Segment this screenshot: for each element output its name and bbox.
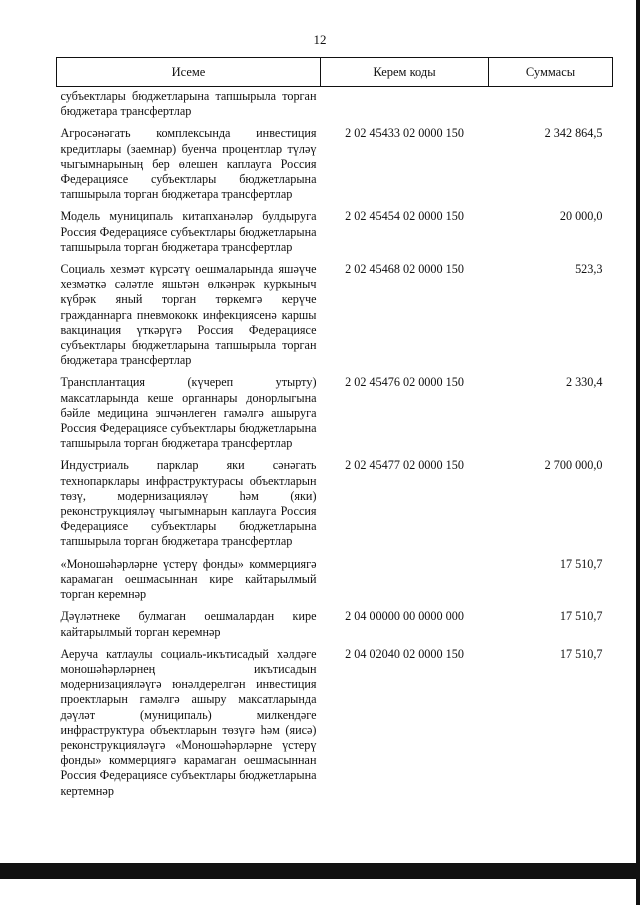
table-row	[57, 555, 613, 608]
budget-table	[56, 57, 613, 804]
row-code: 2 04 00000 00 0000 000	[345, 609, 464, 624]
table-row	[57, 373, 613, 456]
row-sum: 523,3	[575, 262, 603, 277]
row-code: 2 02 45476 02 0000 150	[345, 375, 464, 390]
row-name: Агросәнәгать комплексында инвестиция кредитлары (заемнар) буенча процентлар түләү чыгымнарының бер өлешен каплауга Россия Федерациясе субъектлары бюджетларына тапшырыла торган бюджетара трансфертлар	[60, 126, 317, 202]
row-name: Дәүләтнеке булмаган оешмалардан кире кайтарылмый торган керемнәр	[60, 609, 317, 639]
row-sum: 2 342 864,5	[544, 126, 603, 141]
row-code: 2 02 45477 02 0000 150	[345, 458, 464, 473]
row-name: Индустриаль парклар яки сәнәгать технопарклары инфраструктурасы объектларын төзү, модернизацияләү һәм (яки) реконструкцияләү чыгымнарын каплауга Россия Федерациясе субъектлары бюджетларына тапшырыла торган бюджетара трансфертлар	[60, 458, 317, 549]
row-name: субъектлары бюджетларына тапшырыла торган бюджетара трансфертлар	[60, 89, 317, 119]
scan-edge-bottom	[0, 863, 640, 879]
page-number: 12	[313, 32, 327, 47]
table-row	[57, 124, 613, 207]
row-name: Модель муниципаль китапханәләр булдыруга Россия Федерациясе субъектлары бюджетларына тапшырыла торган бюджетара трансфертлар	[60, 209, 317, 254]
row-sum	[489, 87, 613, 125]
table-row	[57, 645, 613, 804]
table-row	[57, 607, 613, 644]
row-code	[321, 555, 489, 608]
row-code: 2 02 45468 02 0000 150	[345, 262, 464, 277]
row-sum: 20 000,0	[559, 209, 603, 224]
row-sum: 17 510,7	[559, 609, 603, 624]
row-sum: 17 510,7	[559, 556, 603, 571]
row-code: 2 02 45433 02 0000 150	[345, 126, 464, 141]
row-code: 2 04 02040 02 0000 150	[345, 646, 464, 661]
header-code: Керем коды	[321, 58, 489, 87]
table-row	[57, 207, 613, 260]
table-header-row	[57, 58, 613, 87]
row-sum: 2 700 000,0	[544, 458, 603, 473]
header-sum: Суммасы	[489, 58, 613, 87]
header-name: Исеме	[57, 58, 321, 87]
row-name: «Моношәһәрләрне үстерү фонды» коммерциягә карамаган оешмасыннан кире кайтарылмый торган керемнәр	[60, 556, 317, 602]
row-name: Социаль хезмәт күрсәтү оешмаларында яшәүче хезмәткә сәләтле яшьтән өлкәнрәк куркыныч күбрәк яный торган төркемгә керүче гражданнарга пневмококк инфекциясенә каршы вакцинация үткәрүгә Россия Федерациясе субъектлары бюджетларына тапшырыла торган бюджетара трансфертлар	[60, 262, 317, 368]
table-row	[57, 260, 613, 373]
row-sum: 2 330,4	[565, 375, 603, 390]
row-code	[321, 87, 489, 125]
table-row	[57, 456, 613, 554]
row-code: 2 02 45454 02 0000 150	[345, 209, 464, 224]
row-name: Аеруча катлаулы социаль-икътисадый хәлдәге моношәһәрләрнең икътисадын модернизацияләүгә юнәлдерелгән инвестиция проектларын гамәлгә ашыру максатларында дәүләт (муниципаль) милкендәге инфраструктура объектларын төзүгә һәм (яисә) реконструкцияләүгә «Моношәһәрләрне үстерү фонды» коммерциягә карамаган оешмасыннан Россия Федерациясе субъектлары бюджетларына кертемнәр	[60, 646, 317, 798]
table-row	[57, 87, 613, 125]
scan-edge-right	[636, 0, 640, 905]
row-name: Трансплантация (күчереп утырту) максатларында кеше органнары донорлыгына бәйле медицина эшчәнлеген гамәлгә ашыруга Россия Федерациясе субъектлары бюджетларына тапшырыла торган бюджетара трансфертлар	[60, 375, 317, 451]
row-sum: 17 510,7	[559, 646, 603, 661]
